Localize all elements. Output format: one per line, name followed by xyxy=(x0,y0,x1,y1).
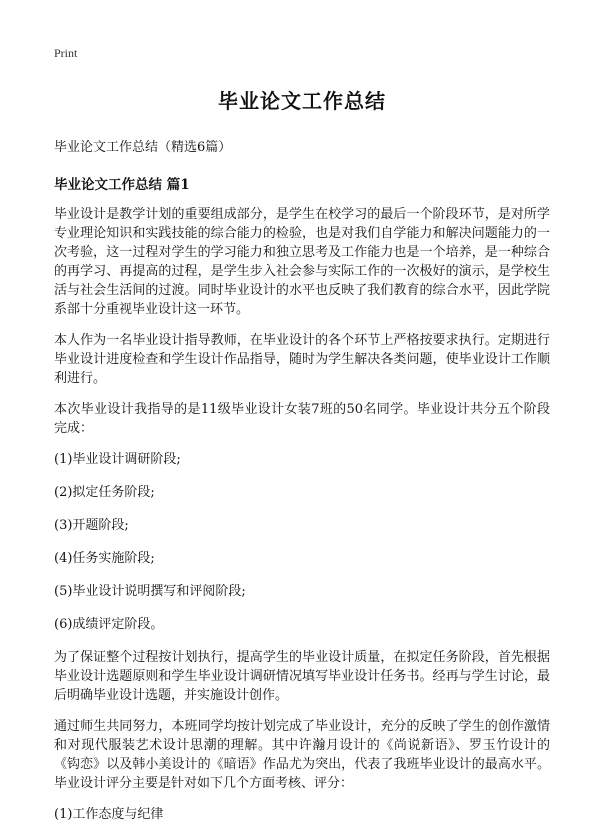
stage-item: (5)毕业设计说明撰写和评阅阶段; xyxy=(54,584,246,599)
paragraph-results: 通过师生共同努力，本班同学均按计划完成了毕业设计，充分的反映了学生的创作激情和对现代服装艺术设计思潮的理解。其中许瀚月设计的《尚说新语》、罗玉竹设计的《钩恋》以及韩小美设计的《暗语》作品尤为突出，代表了我班毕业设计的最高水平。毕业设计评分主要是针对如下几个方面考核、评分： xyxy=(54,719,550,791)
stage-item: (6)成绩评定阶段。 xyxy=(54,617,164,632)
paragraph-stages: 本次毕业设计我指导的是11级毕业设计女装7班的50名同学。毕业设计共分五个阶段完成： xyxy=(54,402,550,436)
paragraph-intro: 毕业设计是教学计划的重要组成部分，是学生在校学习的最后一个阶段环节，是对所学专业理论知识和实践技能的综合能力的检验，也是对我们自学能力和解决问题能力的一次考验，这一过程对学生的学习能力和独立思考及工作能力也是一个培养，是一种综合的再学习、再提高的过程，是学生步入社会参与实际工作的一次极好的演示，是学校生活与社会生活间的过渡。同时毕业设计的水平也反映了我们教育的综合水平，因此学院系部十分重视毕业设计这一环节。 xyxy=(54,207,550,317)
stage-item: (2)拟定任务阶段; xyxy=(54,485,155,500)
document-subtitle: 毕业论文工作总结（精选6篇） xyxy=(54,140,232,155)
print-link[interactable]: Print xyxy=(54,46,78,60)
stage-item: (3)开题阶段; xyxy=(54,518,129,533)
page-title: 毕业论文工作总结 xyxy=(218,89,386,113)
paragraph-role: 本人作为一名毕业设计指导教师，在毕业设计的各个环节上严格按要求执行。定期进行毕业设计进度检查和学生设计作品指导，随时为学生解决各类问题，使毕业设计工作顺利进行。 xyxy=(54,333,550,386)
section-heading: 毕业论文工作总结 篇1 xyxy=(54,177,190,193)
stage-item: (4)任务实施阶段; xyxy=(54,551,155,566)
criteria-item: (1)工作态度与纪律 xyxy=(54,807,164,822)
stage-item: (1)毕业设计调研阶段; xyxy=(54,452,181,467)
paragraph-task-stage: 为了保证整个过程按计划执行，提高学生的毕业设计质量，在拟定任务阶段，首先根据毕业设计选题原则和学生毕业设计调研情况填写毕业设计任务书。经再与学生讨论，最后明确毕业设计选题，并实施设计创作。 xyxy=(54,650,550,703)
